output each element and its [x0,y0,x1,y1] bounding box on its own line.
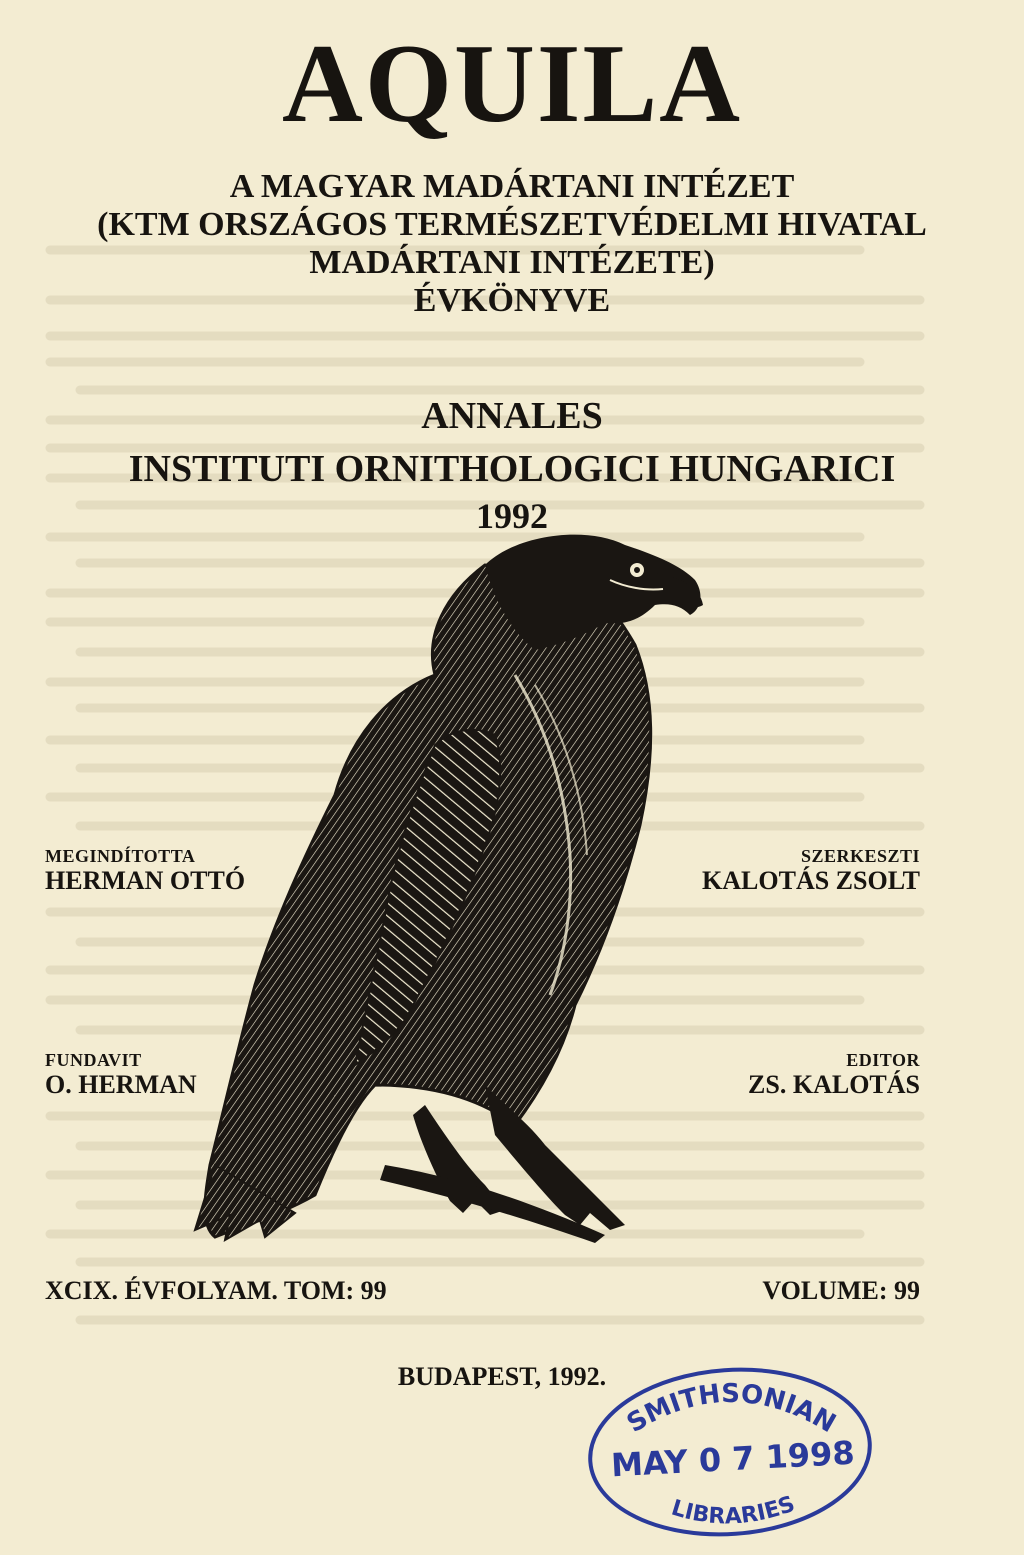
founder-la-label: FUNDAVIT [45,1050,142,1070]
latin-title-line-1: ANNALES [421,395,603,437]
place-and-date: BUDAPEST, 1992. [397,1362,607,1391]
editor-hu-name: KALOTÁS ZSOLT [702,866,920,895]
founder-hu-label: MEGINDÍTOTTA [45,846,196,866]
latin-title-line-2: INSTITUTI ORNITHOLOGICI HUNGARICI [128,448,896,490]
institute-name-line-2: (KTM ORSZÁGOS TERMÉSZETVÉDELMI HIVATAL [97,206,927,243]
library-stamp [583,1362,878,1542]
journal-title: AQUILA [281,22,743,146]
eagle-illustration [185,525,710,1245]
founder-la-name: O. HERMAN [45,1070,197,1099]
institute-name-line-3: MADÁRTANI INTÉZETE) [309,244,715,281]
founder-hu-name: HERMAN OTTÓ [45,866,246,895]
volume-english: VOLUME: 99 [762,1276,920,1305]
editor-en-name: ZS. KALOTÁS [748,1070,920,1099]
stamp-bottom-text: LIBRARIES [668,1491,799,1530]
institute-name-line-1: A MAGYAR MADÁRTANI INTÉZET [229,168,795,205]
volume-hungarian: XCIX. ÉVFOLYAM. TOM: 99 [45,1276,387,1305]
editor-hu-label: SZERKESZTI [800,846,920,866]
stamp-top-text: SMITHSONIAN [621,1378,841,1440]
publication-year: 1992 [476,496,548,536]
editor-en-label: EDITOR [846,1050,920,1070]
yearbook-label: ÉVKÖNYVE [413,282,611,319]
stamp-date: MAY 0 7 1998 [610,1433,856,1485]
